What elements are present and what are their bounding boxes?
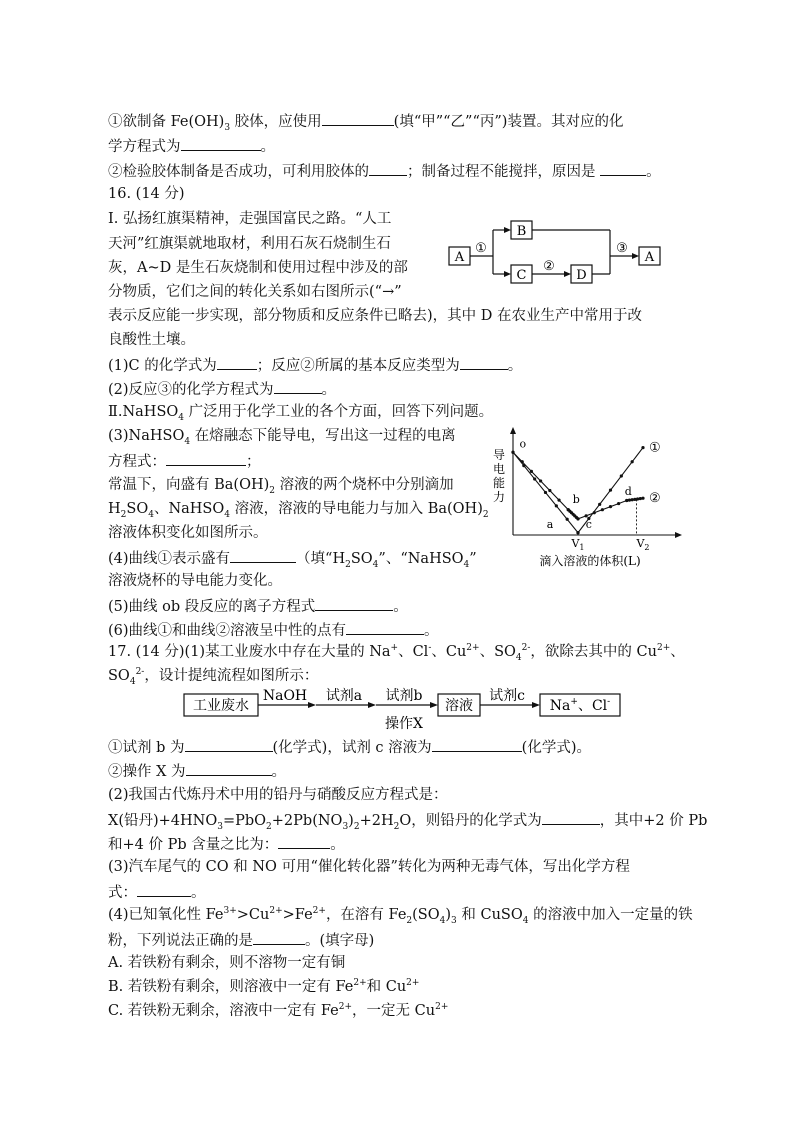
product-label: Na+、Cl- [549,697,611,714]
q17-p2-eq: X(铅丹)$+4HNO_3=PbO_2+2Pb(NO_3)_2+2H_2O$，则铅丹的化学式为 ，其中+2 价 Pb [108,809,707,831]
label-a2: A [644,250,655,265]
label-c: C [516,268,527,283]
data-point [598,503,601,506]
data-point [576,517,579,520]
q16-para: 溶液体积变化如图所示。 [108,525,268,541]
q16-para: 分物质，它们之间的转化关系如右图所示(“→” [108,284,402,300]
data-point [609,489,612,492]
y-axis-label-char: 能 [492,476,506,490]
data-point [544,491,547,494]
data-point [609,505,612,508]
q16-q4: (4)曲线①表示盛有 （填“$H_2SO_4$”、“NaHSO$_4$” [108,547,477,569]
q16-para: Ⅰ. 弘扬红旗渠精神，走强国富民之路。“人工 [108,211,392,227]
x-tick-label: $V_2$ [636,537,650,552]
data-point [625,499,628,502]
q16-para: 常温下，向盛有 $Ba(OH)_2$ 溶液的两个烧杯中分别滴加 [108,477,454,496]
data-point [641,446,644,449]
option-b[interactable]: B. 若铁粉有剩余，则溶液中一定有 $Fe^{2+}$和 $Cu^{2+}$ [108,978,420,995]
answer-blank[interactable] [217,354,257,370]
data-point [617,502,620,505]
q17-q2: ②操作 X 为 。 [108,760,286,782]
data-point [521,460,524,463]
answer-blank[interactable] [346,619,424,635]
reagent-a-label: 试剂a [325,688,363,704]
data-point [557,499,560,502]
q17-p3: (3)汽车尾气的 CO 和 NO 可用“催化转化器”转化为两种无毒气体，写出化学方程 [108,859,630,875]
label-a: A [454,250,465,265]
transform-diagram [445,213,675,293]
point-label-o: o [519,437,527,451]
q17-p2: (2)我国古代炼丹术中用的铅丹与硝酸反应方程式是： [108,787,448,803]
q17-line2: $SO_4^{2-}$，设计提纯流程如图所示： [108,667,319,687]
data-point [633,498,636,501]
data-point [548,489,551,492]
point-label-a: a [546,518,554,532]
data-point [533,477,536,480]
q16-para: 良酸性土壤。 [108,332,195,348]
series-line-2 [513,452,643,519]
reaction-3-label: ③ [616,241,628,256]
q17-q1: ①试剂 b 为 (化学式)，试剂 c 溶液为 (化学式)。 [108,736,591,758]
series-name-label: ① [649,440,661,456]
answer-blank[interactable] [542,809,600,825]
data-point [593,511,596,514]
data-point [539,479,542,482]
data-point [530,470,533,473]
reagent-c-label: 试剂c [489,688,525,704]
q15-line3: ②检验胶体制备是否成功，可利用胶体的 ；制备过程不能搅拌，原因是 。 [108,160,661,182]
label-b: B [516,224,527,239]
answer-blank[interactable] [460,354,508,370]
answer-blank[interactable] [600,160,646,176]
data-point [566,518,569,521]
data-point [620,474,623,477]
answer-blank[interactable] [315,595,393,611]
answer-blank[interactable] [186,760,272,776]
q16-q2: (2)反应③的化学方程式为 。 [108,378,336,400]
option-c[interactable]: C. 若铁粉无剩余，溶液中一定有 $Fe^{2+}$，一定无 $Cu^{2+}$ [108,1002,449,1019]
data-point [585,514,588,517]
operation-x-label: 操作X [385,716,423,732]
q16-para: $H_2SO_4$、NaHSO$_4$ 溶液，溶液的导电能力与加入 $Ba(OH)_2$ [108,501,489,520]
data-point [631,498,634,501]
q17-p3-eq: 式： 。 [108,881,206,903]
answer-blank[interactable] [166,450,246,466]
y-axis-label-char: 电 [492,462,506,476]
label-d: D [576,268,587,283]
data-point [631,460,634,463]
answer-blank[interactable] [253,929,305,945]
q16-q5: (5)曲线 ob 段反应的离子方程式 。 [108,595,408,617]
answer-blank[interactable] [137,881,191,897]
q17-p2-ratio: 和+4 价 Pb 含量之比为： 。 [108,833,345,855]
q15-line1: ①欲制备 $Fe(OH)_3$ 胶体，应使用 (填“甲”“乙”“丙”)装置。其对应的化 [108,110,623,132]
answer-blank[interactable] [185,736,273,752]
series-name-label: ② [649,491,661,507]
q17-p4-cont: 粉，下列说法正确的是 。(填字母) [108,929,374,951]
q16-para: 表示反应能一步实现，部分物质和反应条件已略去)，其中 D 在农业生产中常用于改 [108,308,642,324]
point-label-b: b [572,492,580,506]
answer-blank[interactable] [369,160,407,176]
option-a[interactable]: A. 若铁粉有剩余，则不溶物一定有铜 [108,955,346,971]
x-tick-label: $V_1$ [571,537,585,552]
q16-header: 16. (14 分) [108,186,185,202]
purification-flowchart [180,686,640,734]
answer-blank[interactable] [278,833,330,849]
x-axis-label: 滴入溶液的体积(L) [539,554,641,568]
q16-part2: Ⅱ.NaHSO$_4$ 广泛用于化学工业的各个方面，回答下列问题。 [108,404,494,423]
q17-line1: 17. (14 分)(1)某工业废水中存在大量的 Na+、Cl-、$Cu^{2+}$、$SO_4^{2-}$，欲除去其中的 $Cu^{2+}$、 [108,643,685,663]
y-axis-label-char: 导 [492,448,506,462]
data-point [641,497,644,500]
reaction-2-label: ② [543,259,555,274]
data-point [639,497,642,500]
point-label-d: d [624,484,632,498]
solution-label: 溶液 [445,698,473,714]
reagent-b-label: 试剂b [385,688,423,704]
naoh-label: NaOH [262,688,308,704]
q16-para: 天河”红旗渠就地取材，利用石灰石烧制生石 [108,236,391,252]
answer-blank[interactable] [322,110,394,126]
point-label-c: c [585,518,592,532]
q17-p4: (4)已知氧化性 $Fe^{3+}>Cu^{2+}>Fe^{2+}$，在溶有 $Fe_2(SO_4)_3$ 和 CuSO$_4$ 的溶液中加入一定量的铁 [108,906,693,926]
conductivity-chart [490,425,690,575]
q16-q4-cont: 溶液烧杯的导电能力变化。 [108,573,282,589]
reaction-1-label: ① [475,241,487,256]
data-point [628,499,631,502]
data-point [555,504,558,507]
y-axis-label-char: 力 [492,490,506,504]
q15-line2: 学方程式为 。 [108,135,275,157]
waste-label: 工业废水 [193,698,249,714]
q16-q3-eq: 方程式： ； [108,450,261,472]
answer-blank[interactable] [432,736,522,752]
q16-q6: (6)曲线①和曲线②溶液呈中性的点有 。 [108,619,439,641]
answer-blank[interactable] [181,135,261,151]
q16-para: 灰，A~D 是生石灰烧制和使用过程中涉及的部 [108,260,408,276]
answer-blank[interactable] [274,378,322,394]
answer-blank[interactable] [230,547,296,563]
data-point [601,508,604,511]
data-point [511,451,514,454]
q16-q1: (1)C 的化学式为 ；反应②所属的基本反应类型为 。 [108,354,522,376]
q16-q3: (3)NaHSO$_4$ 在熔融态下能导电，写出这一过程的电离 [108,428,456,447]
data-point [576,531,579,534]
